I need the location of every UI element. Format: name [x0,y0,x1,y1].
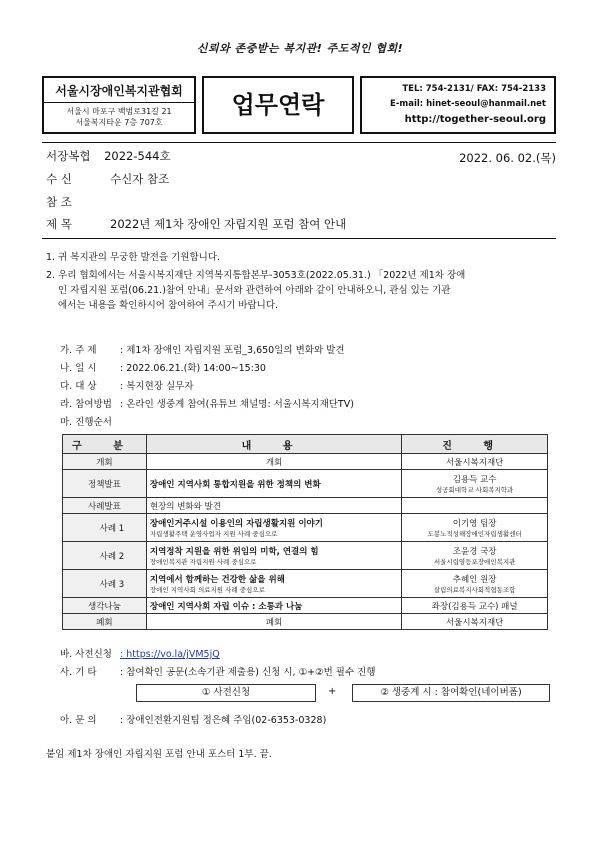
agenda-table [62,434,548,630]
item-value: : 복지현장 실무자 [120,381,194,392]
step-live-confirm: ② 생중계 시 : 참여확인(네이버폼) [352,684,550,702]
plus-sign: + [328,686,337,697]
registration-link[interactable]: : https://vo.la/jVM5jQ [120,649,220,660]
case-title: 장애인거주시설 이용인의 자립생활지원 이야기 [149,519,323,529]
row-host [402,498,548,514]
table-row [63,542,548,570]
row-category: 정책발표 [63,470,147,498]
row-category: 폐회 [63,614,147,630]
org-address-line1: 서울시 마포구 백범로31길 21 [66,107,172,116]
paragraph-2 [46,268,552,313]
item-registration [60,646,220,660]
item-value: : 참여확인 공문(소속기관 제출용) 신청 시, ①+②번 필수 진행 [120,667,376,678]
row-category: 사례 1 [63,514,147,542]
host-name: 조윤경 국장 [452,547,497,557]
item-key: 나. 일 시 [60,363,97,374]
host-name: 김용득 교수 [452,475,497,485]
host-affiliation: 살림의료복지사회적협동조합 [433,586,516,594]
item-value: : 온라인 생중계 참여(유튜브 채널명: 서울시복지재단TV) [120,399,354,410]
item-value: : 제1차 장애인 자립지원 포럼_3,650일의 변화와 발견 [120,345,345,356]
recipient-row [46,171,556,189]
row-content: 폐회 [146,614,401,630]
table-header: 구 분 [63,435,147,454]
row-category: 사례 2 [63,542,147,570]
item-etc [60,664,376,678]
row-content [146,514,401,542]
item-audience [60,378,193,392]
host-affiliation: 도봉노적성해장애인자립생활센터 [427,530,522,538]
host-affiliation: 성공회대학교 사회복지학과 [435,486,514,494]
row-category: 사례발표 [63,498,147,514]
case-title: 지역정착 지원을 위한 위임의 미학, 연결의 힘 [149,547,319,557]
table-row [63,498,548,514]
item-key: 가. 주 제 [60,345,97,356]
paragraph-2-line3: 에서는 내용을 확인하시어 참여하여 주시기 바랍니다. [58,300,279,311]
tel-fax: TEL: 754-2131/ FAX: 754-2133 [402,84,546,94]
org-box [42,76,196,134]
item-value: : 장애인전환지원팀 정은혜 주임(02-6353-0328) [120,715,327,726]
item-method [60,396,354,410]
case-subtitle: 자립생활주택 운영사업자 지원 사례 중심으로 [149,530,278,538]
row-host [402,542,548,570]
table-row [63,470,548,498]
item-datetime [60,360,266,374]
row-host: 서울시복지재단 [402,614,548,630]
table-header: 진 행 [402,435,548,454]
subject-value: 2022년 제1차 장애인 자립지원 포럼 참여 안내 [110,217,347,231]
host-affiliation: 서울시립영등포장애인복지관 [433,558,516,566]
host-name: 추혜인 원장 [452,575,497,585]
row-host: 좌장(김용득 교수) 패널 [402,598,548,614]
doc-number-label: 서장복협 [46,149,91,163]
row-category: 사례 3 [63,570,147,598]
divider [42,238,556,239]
item-key: 라. 참여방법 [60,399,112,410]
slogan: 신뢰와 존중받는 복지관! 주도적인 협회! [196,42,404,55]
row-content [146,542,401,570]
table-row [63,454,548,470]
email[interactable]: E-mail: hinet-seoul@hanmail.net [390,99,546,109]
table-row [63,514,548,542]
row-content: 장애인 지역사회 통합지원을 위한 정책의 변화 [146,470,401,498]
step-pre-registration: ① 사전신청 [136,684,316,702]
paragraph-2-line1: 2. 우리 협회에서는 서울시복지재단 지역복지통합본부-3053호(2022.05.31.) 「2022년 제1차 장애 [46,270,466,281]
recipient-label: 수 신 [46,172,72,186]
case-subtitle: 장애인복지관 자립지원 사례 중심으로 [149,558,257,566]
subject-row [46,216,556,234]
table-header-row [63,435,548,454]
case-title: 지역에서 함께하는 건강한 삶을 위해 [149,575,285,585]
item-key: 아. 문 의 [60,715,97,726]
item-key: 다. 대 상 [60,381,97,392]
doc-date: 2022. 06. 02.(목) [459,151,556,165]
divider [42,142,556,143]
doc-type-title: 업무연락 [202,76,354,134]
item-key: 마. 진행순서 [60,417,112,428]
recipient-value: 수신자 참조 [110,172,170,186]
paragraph-1: 1. 귀 복지관의 무궁한 발전을 기원합니다. [46,252,221,263]
subject-label: 제 목 [46,217,72,231]
row-content: 현장의 변화와 발견 [146,498,401,514]
host-name: 이기영 팀장 [452,519,497,529]
row-content: 개회 [146,454,401,470]
table-row [63,598,548,614]
row-category: 개회 [63,454,147,470]
reference-label: 참 조 [46,195,72,209]
row-host [402,514,548,542]
item-key: 사. 기 타 [60,667,97,678]
table-row [63,614,548,630]
row-host [402,570,548,598]
case-subtitle: 장애인 지역사회 의료지원 사례 중심으로 [149,586,265,594]
org-address-line2: 서울복지타운 7층 707호 [75,118,163,127]
attachment-note: 붙임 제1차 장애인 자립지원 포럼 안내 포스터 1부. 끝. [46,749,272,760]
item-topic [60,342,345,356]
org-name: 서울시장애인복지관협회 [44,82,194,103]
doc-number: 2022-544호 [104,149,171,163]
row-category: 생각나눔 [63,598,147,614]
row-host: 서울시복지재단 [402,454,548,470]
paragraph-2-line2: 인 자립지원 포럼(06.21.)참여 안내」문서와 관련하여 아래와 같이 안내하오니, 관심 있는 기관 [58,285,451,296]
contact-box [360,76,556,134]
table-header: 내 용 [146,435,401,454]
item-value: : 2022.06.21.(화) 14:00~15:30 [120,363,266,374]
row-host [402,470,548,498]
item-key: 바. 사전신청 [60,649,112,660]
item-contact [60,712,326,726]
row-content [146,570,401,598]
letterhead [42,76,556,134]
row-content: 장애인 지역사회 자립 이슈 : 소통과 나눔 [146,598,401,614]
table-row [63,570,548,598]
item-agenda [60,414,120,428]
reference-row [46,194,556,212]
website-link[interactable]: http://together-seoul.org [404,114,546,125]
